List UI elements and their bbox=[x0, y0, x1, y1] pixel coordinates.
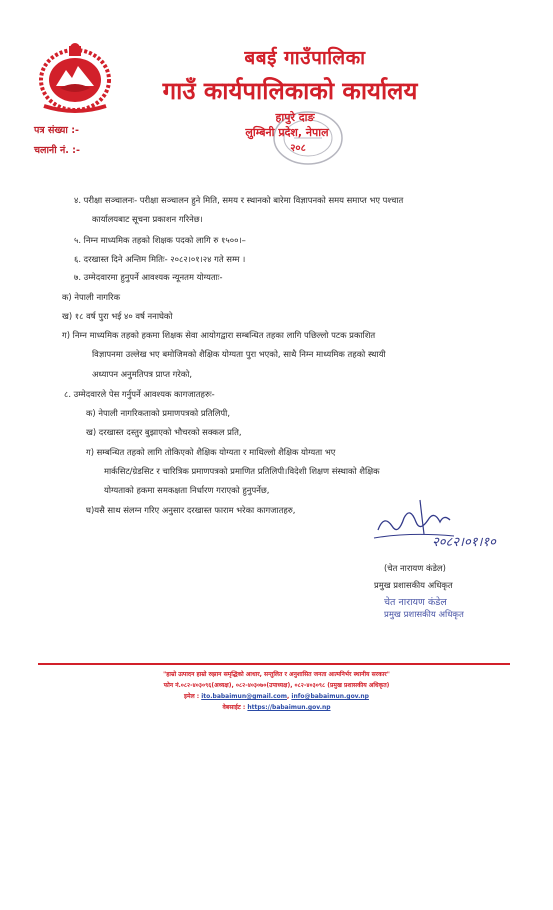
email-label: इमेल : bbox=[184, 693, 202, 700]
item-6: ६. दरखास्त दिने अन्तिम मितिः- २०८२।०१।२४ गते सम्म । bbox=[74, 254, 246, 264]
item-4-line-1: ४. परीक्षा सञ्चालनः- परीक्षा सञ्चालन हुने मिति, समय र स्थानको बारेमा विज्ञापनको समय समाप्त भए पश्चात bbox=[74, 195, 404, 205]
email-separator: , bbox=[287, 693, 292, 700]
item-7: ७. उम्मेदवारमा हुनुपर्ने आवश्यक न्यूनतम योग्यताः- bbox=[74, 272, 223, 282]
item-8-ga-line-1: ग) सम्बन्धित तहको लागि तोकिएको शैक्षिक योग्यता र माथिल्लो शैक्षिक योग्यता भए bbox=[86, 447, 336, 457]
letter-number-label: पत्र संख्या :- bbox=[34, 125, 79, 136]
footer-motto: "हाम्रो उत्पादन हाम्रो रुझान समृद्धिको आधार, सन्तुलित र अनुशासित जनता आत्मनिर्भर स्थानीय सरकार" bbox=[163, 671, 390, 678]
item-5: ५. निम्न माध्यमिक तहको शिक्षक पदको लागि रु १५००।– bbox=[74, 235, 246, 245]
item-8-ga-line-3: योग्यताको हकमा समकक्षता निर्धारण गराएको हुनुपर्नेछ, bbox=[104, 485, 270, 495]
stamp-name: चेत नारायण कंडेल bbox=[384, 597, 447, 608]
municipality-name: बबई गाउँपालिका bbox=[244, 47, 366, 69]
footer-website bbox=[50, 703, 503, 711]
item-7-ka: क) नेपाली नागरिक bbox=[62, 292, 121, 302]
website-link[interactable]: https://babaimun.gov.np bbox=[247, 704, 331, 711]
address-line-2: लुम्बिनी प्रदेश, नेपाल bbox=[245, 126, 329, 139]
item-4-line-2: कार्यालयबाट सूचना प्रकाशन गरिनेछ। bbox=[92, 214, 203, 224]
handwritten-signature bbox=[370, 492, 520, 554]
item-8-ga-line-2: मार्कसिट/ग्रेडसिट र चारित्रिक प्रमाणपत्रको प्रमाणित प्रतिलिपी।विदेशी शिक्षण संस्थाको शैक्षिक bbox=[104, 466, 380, 476]
stamp-title: प्रमुख प्रशासकीय अधिकृत bbox=[384, 610, 464, 620]
address-line-1: हापुरे दाङ bbox=[275, 111, 315, 124]
office-name: गाउँ कार्यपालिकाको कार्यालय bbox=[162, 77, 418, 105]
footer-email bbox=[50, 692, 503, 700]
footer-phones: फोन नं.०८२-४०३०९६(अध्यक्ष), ०८२-४०३०७०(उपाध्यक्ष), ०८२-४०३०९८ (प्रमुख प्रशासकीय अधिकृत) bbox=[163, 682, 390, 689]
signatory-title: प्रमुख प्रशासकीय अधिकृत bbox=[374, 580, 453, 590]
signatory-name: (चेत नारायण कंडेल) bbox=[384, 563, 446, 573]
item-7-ga-line-2: विज्ञापनमा उल्लेख भए बमोजिमको शैक्षिक योग्यता पुरा भएको, साथै निम्न माध्यमिक तहको स्थायी bbox=[92, 349, 386, 359]
item-8: ८. उम्मेदवारले पेस गर्नुपर्ने आवश्यक कागजातहरुः- bbox=[64, 389, 215, 399]
item-8-gha: घ)यसै साथ संलग्न गरिए अनुसार दरखास्त फाराम भरेका कागजातहरु, bbox=[86, 505, 296, 515]
item-7-kha: ख) १८ वर्ष पुरा भई ४० वर्ष ननाघेको bbox=[62, 311, 173, 321]
dispatch-number-label: चलानी नं. :- bbox=[34, 145, 80, 156]
handwritten-date: २०८२।०१।१० bbox=[432, 535, 496, 550]
website-label: वेबसाईट : bbox=[222, 704, 248, 711]
address-line-3: २०८ bbox=[290, 143, 306, 154]
footer-divider bbox=[38, 663, 510, 665]
item-7-ga-line-3: अध्यापन अनुमतिपत्र प्राप्त गरेको, bbox=[92, 369, 193, 379]
item-8-kha: ख) दरखास्त दस्तुर बुझाएको भौचरको सक्कल प्रति, bbox=[86, 427, 242, 437]
item-8-ka: क) नेपाली नागरिकताको प्रमाणपत्रको प्रतिलिपी, bbox=[86, 408, 230, 418]
email-link-2[interactable]: info@babaimun.gov.np bbox=[291, 693, 369, 700]
email-link-1[interactable]: ito.babaimun@gmail.com bbox=[201, 693, 288, 700]
item-7-ga-line-1: ग) निम्न माध्यमिक तहको हकमा शिक्षक सेवा आयोगद्वारा सम्बन्धित तहका लागि पछिल्लो पटक प्रकाशित bbox=[62, 330, 376, 340]
nepal-government-emblem-icon bbox=[36, 40, 114, 114]
